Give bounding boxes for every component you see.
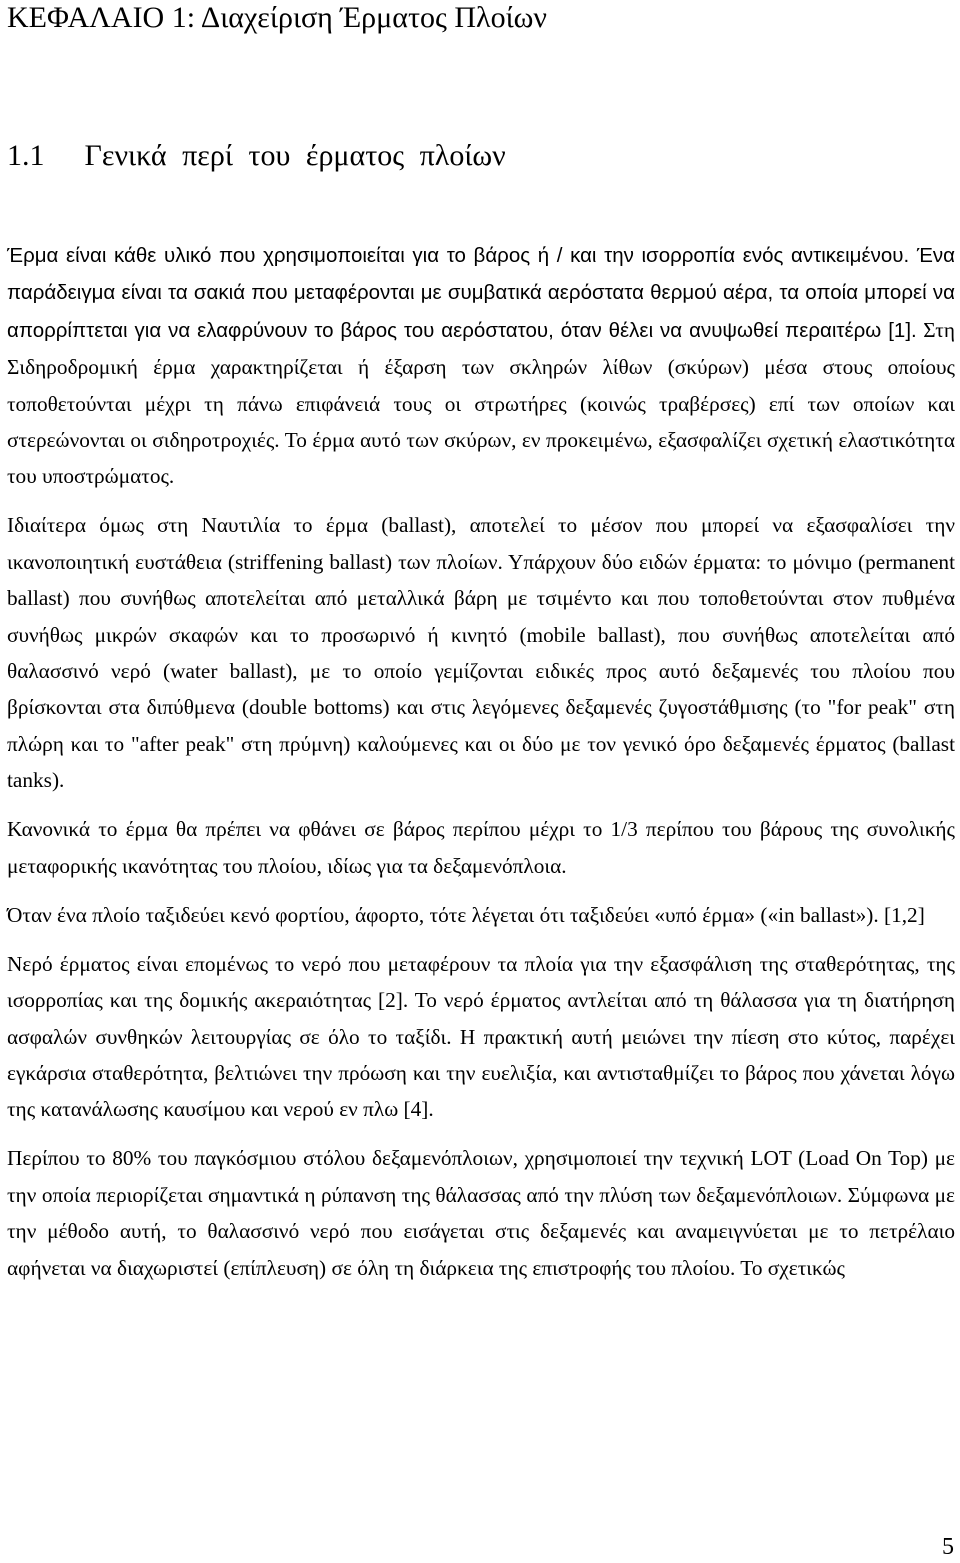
body-text <box>7 237 955 1299</box>
chapter-title: ΚΕΦΑΛΑΙΟ 1: Διαχείριση Έρματος Πλοίων <box>7 1 547 34</box>
paragraph <box>7 237 955 495</box>
paragraph: Κανονικά το έρμα θα πρέπει να φθάνει σε βάρος περίπου μέχρι το 1/3 περίπου του βάρους της συνολικής μεταφορικής ικανότητας του πλοίου, ιδίως για τα δεξαμενόπλοια. <box>7 817 955 878</box>
page-number: 5 <box>942 1534 954 1560</box>
document-page <box>7 0 956 1280</box>
paragraph: Περίπου το 80% του παγκόσμιου στόλου δεξαμενόπλοιων, χρησιμοποιεί την τεχνική LOT (Load On Top) με την οποία περιορίζεται σημαντικά η ρύπανση της θάλασσας από την πλύση των δεξαμενόπλοιων. Σύμφωνα με την μέθοδο αυτή, το θαλασσινό νερό που εισάγεται στις δεξαμενές και αναμειγνύεται με το πετρέλαιο αφήνεται να διαχωριστεί (επίπλευση) σε όλη τη διάρκεια της επιστροφής του πλοίου. Το σχετικώς <box>7 1146 955 1280</box>
paragraph: Όταν ένα πλοίο ταξιδεύει κενό φορτίου, άφορτο, τότε λέγεται ότι ταξιδεύει «υπό έρμα» («in ballast»). [1,2] <box>7 902 925 927</box>
section-heading <box>7 138 506 174</box>
section-number: 1.1 <box>7 139 45 172</box>
paragraph-serif-text: Στη Σιδηροδρομική έρμα χαρακτηρίζεται ή έξαρση των σκληρών λίθων (σκύρων) μέσα στους οποίους τοποθετούνται μέχρι τη πάνω επιφάνειά τους οι στρωτήρες (κοινώς τραβέρσες) επί των οποίων και στερεώνονται οι σιδηροτροχιές. Το έρμα αυτό των σκύρων, εν προκειμένω, εξασφαλίζει σχετική ελαστικότητα του υποστρώματος. <box>7 317 956 489</box>
paragraph-sans-text: Έρμα είναι κάθε υλικό που χρησιμοποιείται για το βάρος ή / και την ισορροπία ενός αντικειμένου. Ένα παράδειγμα είναι τα σακιά που μεταφέρονται με συμβατικά αερόστατα θερμού αέρα, τα οποία μπορεί να απορρίπτεται για να ελαφρύνουν το βάρος του αερόστατου, όταν θέλει να ανυψωθεί περαιτέρω [1]. <box>7 244 955 342</box>
paragraph: Ιδιαίτερα όμως στη Ναυτιλία το έρμα (ballast), αποτελεί το μέσον που μπορεί να εξασφαλίσει την ικανοποιητική ευστάθεια (striffening ballast) των πλοίων. Υπάρχουν δύο ειδών έρματα: το μόνιμο (permanent ballast) που συνήθως αποτελείται από μεταλλικά βάρη με τσιμέντο και που τοποθετούνται στον πυθμένα συνήθως μικρών σκαφών και το προσωρινό ή κινητό (mobile ballast), που συνήθως αποτελείται από θαλασσινό νερό (water ballast), με το οποίο γεμίζονται ειδικές προς αυτό δεξαμενές του πλοίου που βρίσκονται στα διπύθμενα (double bottoms) και στις λεγόμενες δεξαμενές ζυγοστάθμισης (το "for peak" στη πλώρη και το "after peak" στη πρύμνη) καλούμενες και οι δύο με τον γενικό όρο δεξαμενές έρματος (ballast tanks). <box>7 513 955 793</box>
section-title: Γενικά περί του έρματος πλοίων <box>84 139 506 172</box>
paragraph: Νερό έρματος είναι επομένως το νερό που μεταφέρουν τα πλοία για την εξασφάλιση της σταθερότητας, της ισορροπίας και της δομικής ακεραιότητας [2]. Το νερό έρματος αντλείται από τη θάλασσα για τη διατήρηση ασφαλών συνθηκών λειτουργίας σε όλο το ταξίδι. Η πρακτική αυτή μειώνει την πίεση στο κύτος, παρέχει εγκάρσια σταθερότητα, βελτιώνει την πρόωση και την ευελιξία, και αντισταθμίζει το βάρος που χάνεται λόγω της κατανάλωσης καυσίμου και νερού εν πλω [4]. <box>7 951 955 1122</box>
